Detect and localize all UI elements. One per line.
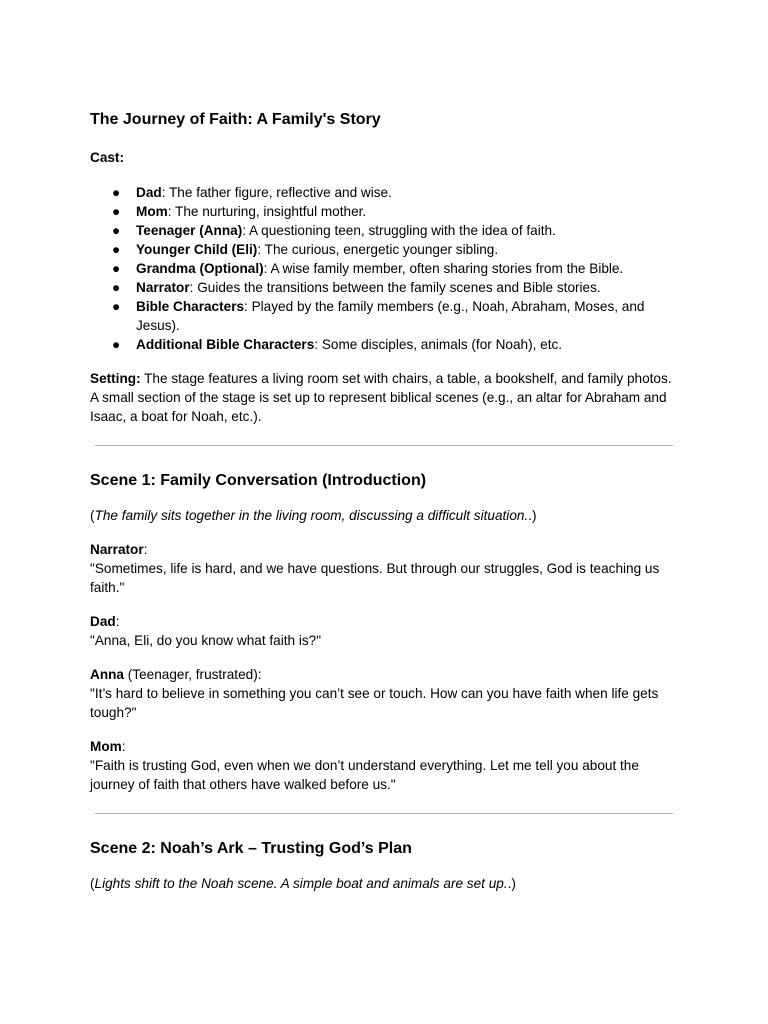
scene-2-title: Scene 2: Noah’s Ark – Trusting God’s Plan xyxy=(90,840,412,857)
paren-close: .) xyxy=(507,876,516,891)
section-divider xyxy=(95,813,673,814)
dialogue-text: "Sometimes, life is hard, and we have questions. But through our struggles, God is teaching us faith." xyxy=(90,561,660,595)
dialogue-block xyxy=(90,737,680,794)
speaker-line xyxy=(90,665,680,684)
speaker-note: (Teenager, frustrated): xyxy=(123,667,262,682)
cast-name: Mom xyxy=(136,204,168,219)
bullet-icon: ● xyxy=(112,299,121,314)
scene-1-title: Scene 1: Family Conversation (Introduction) xyxy=(90,472,427,489)
setting-label: Setting: xyxy=(90,371,141,386)
cast-desc: : Played by the family members (e.g., Noah, Abraham, Moses, and Jesus). xyxy=(136,299,645,333)
cast-desc: : The curious, energetic younger sibling. xyxy=(257,242,499,257)
cast-name: Younger Child (Eli) xyxy=(136,242,258,257)
setting-paragraph xyxy=(90,369,680,426)
dialogue-text: "Faith is trusting God, even when we don’t understand everything. Let me tell you about the journey of faith that others have walked before us." xyxy=(90,758,639,792)
bullet-icon: ● xyxy=(112,261,121,276)
bullet-icon: ● xyxy=(112,204,121,219)
speaker-line xyxy=(90,737,680,756)
speaker-name: Dad xyxy=(90,614,116,629)
speaker-note: : xyxy=(121,739,126,754)
dialogue-block xyxy=(90,612,680,650)
bullet-icon: ● xyxy=(112,242,121,257)
list-item xyxy=(90,183,680,202)
list-item xyxy=(90,278,680,297)
dialogue-text: "Anna, Eli, do you know what faith is?" xyxy=(90,633,322,648)
speaker-name: Mom xyxy=(90,739,122,754)
list-item xyxy=(90,221,680,240)
list-item xyxy=(90,240,680,259)
cast-name: Additional Bible Characters xyxy=(136,337,315,352)
bullet-icon: ● xyxy=(112,280,121,295)
speaker-line xyxy=(90,612,680,631)
list-item xyxy=(90,259,680,278)
stage-direction xyxy=(90,874,680,893)
cast-name: Bible Characters xyxy=(136,299,245,314)
bullet-icon: ● xyxy=(112,337,121,352)
stage-direction xyxy=(90,506,680,525)
paren-close: .) xyxy=(528,508,537,523)
speaker-line xyxy=(90,540,680,559)
cast-desc: : Guides the transitions between the family scenes and Bible stories. xyxy=(189,280,601,295)
paren-open: ( xyxy=(90,508,95,523)
speaker-note: : xyxy=(115,614,120,629)
cast-name: Grandma (Optional) xyxy=(136,261,264,276)
list-item xyxy=(90,335,680,354)
setting-text: The stage features a living room set with chairs, a table, a bookshelf, and family photos. A small section of the stage is set up to represent biblical scenes (e.g., an altar for Abraham and Isaac, a boat for Noah, etc.). xyxy=(90,371,672,424)
dialogue-block xyxy=(90,540,680,597)
cast-name: Narrator xyxy=(136,280,190,295)
dialogue-block xyxy=(90,665,680,722)
stage-direction-text: The family sits together in the living room, discussing a difficult situation. xyxy=(94,508,529,523)
document-title: The Journey of Faith: A Family's Story xyxy=(90,111,381,128)
bullet-icon: ● xyxy=(112,223,121,238)
speaker-name: Anna xyxy=(90,667,124,682)
cast-desc: : The father figure, reflective and wise. xyxy=(161,185,392,200)
stage-direction-text: Lights shift to the Noah scene. A simple boat and animals are set up. xyxy=(94,876,508,891)
speaker-note: : xyxy=(143,542,148,557)
cast-desc: : A questioning teen, struggling with the idea of faith. xyxy=(242,223,556,238)
cast-label: Cast: xyxy=(90,150,124,165)
dialogue-text: "It’s hard to believe in something you can’t see or touch. How can you have faith when life gets tough?" xyxy=(90,686,659,720)
cast-name: Teenager (Anna) xyxy=(136,223,243,238)
cast-name: Dad xyxy=(136,185,162,200)
list-item xyxy=(90,297,680,335)
speaker-name: Narrator xyxy=(90,542,144,557)
section-divider xyxy=(95,445,673,446)
cast-desc: : Some disciples, animals (for Noah), etc. xyxy=(314,337,563,352)
cast-list xyxy=(90,183,680,354)
document-page xyxy=(90,110,680,893)
paren-open: ( xyxy=(90,876,95,891)
bullet-icon: ● xyxy=(112,185,121,200)
cast-desc: : The nurturing, insightful mother. xyxy=(167,204,367,219)
cast-desc: : A wise family member, often sharing stories from the Bible. xyxy=(263,261,624,276)
list-item xyxy=(90,202,680,221)
